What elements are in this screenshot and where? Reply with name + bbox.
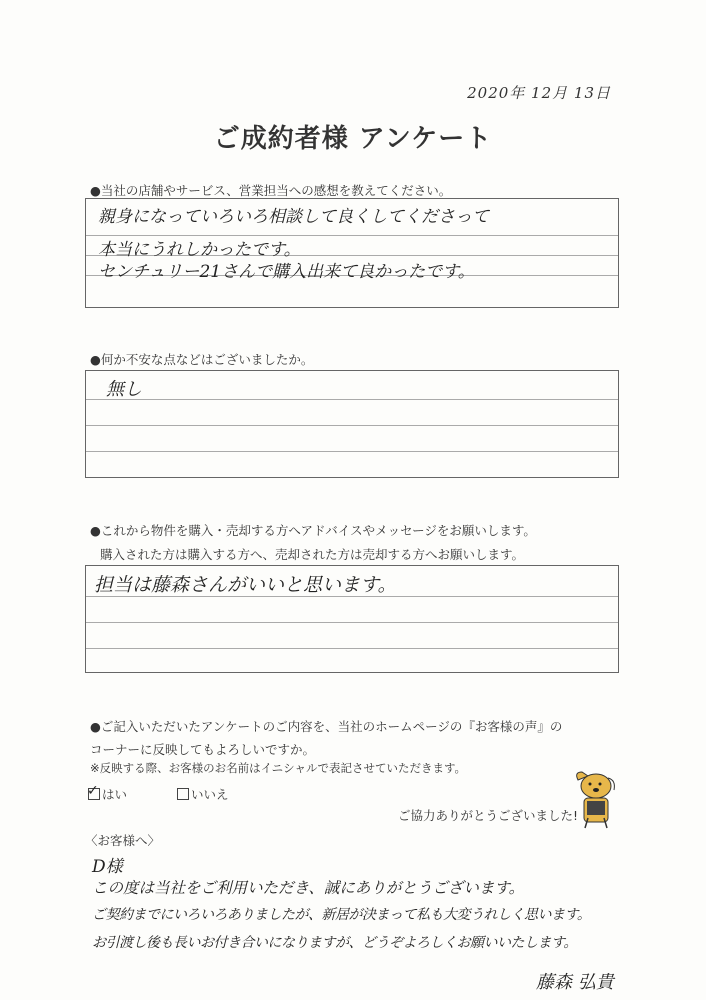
staff-signature: 藤森 弘貴	[536, 972, 614, 993]
consent-no-label: いいえ	[191, 787, 229, 802]
customer-message-line-2: ご契約までにいろいろありましたが、新居が決まって私も大変うれしく思います。	[92, 907, 591, 923]
question-2: ●何か不安な点などはございましたか。	[90, 352, 314, 367]
answer-1-line-3: センチュリー21さんで購入出来て良かったです。	[98, 262, 475, 282]
survey-date: 2020年 12月 13日	[467, 84, 611, 102]
customer-greeting: D様	[92, 857, 123, 877]
customer-message-line-1: この度は当社をご利用いただき、誠にありがとうございます。	[92, 879, 525, 897]
consent-yes-label: はい	[102, 787, 128, 802]
answer-1-line-2: 本当にうれしかったです。	[98, 240, 301, 260]
answer-box-3	[85, 565, 619, 673]
answer-box-1	[85, 198, 619, 308]
answer-box-2	[85, 370, 619, 478]
question-1: ●当社の店舗やサービス、営業担当への感想を教えてください。	[90, 183, 452, 198]
answer-3-line-1: 担当は藤森さんがいいと思います。	[94, 574, 397, 596]
question-4: ●ご記入いただいたアンケートのご内容を、当社のホームページの『お客様の声』の	[90, 719, 563, 734]
thanks-message: ご協力ありがとうございました!	[398, 808, 579, 823]
answer-1-line-1: 親身になっていろいろ相談して良くしてくださって	[98, 207, 489, 227]
customer-message-line-3: お引渡し後も長いお付き合いになりますが、どうぞよろしくお願いいたします。	[92, 935, 577, 951]
question-3: ●これから物件を購入・売却する方へアドバイスやメッセージをお願いします。	[90, 523, 536, 538]
question-4-line-2: コーナーに反映してもよろしいですか。	[90, 742, 316, 757]
mascot-dog-icon	[570, 768, 622, 830]
consent-no-option[interactable]	[177, 785, 229, 803]
consent-yes-option[interactable]	[88, 785, 127, 803]
page-title: ご成約者様 アンケート	[213, 124, 493, 154]
answer-2-line-1: 無し	[106, 379, 142, 400]
check-mark-icon: ✓	[87, 783, 99, 799]
question-4-note: ※反映する際、お客様のお名前はイニシャルで表記させていただきます。	[90, 761, 467, 775]
consent-yes-checkbox[interactable]	[87, 783, 100, 800]
consent-no-checkbox[interactable]	[177, 788, 189, 800]
to-customer-label: 〈お客様へ〉	[85, 833, 161, 848]
question-3-sub: 購入された方は購入する方へ、売却された方は売却する方へお願いします。	[100, 547, 525, 562]
